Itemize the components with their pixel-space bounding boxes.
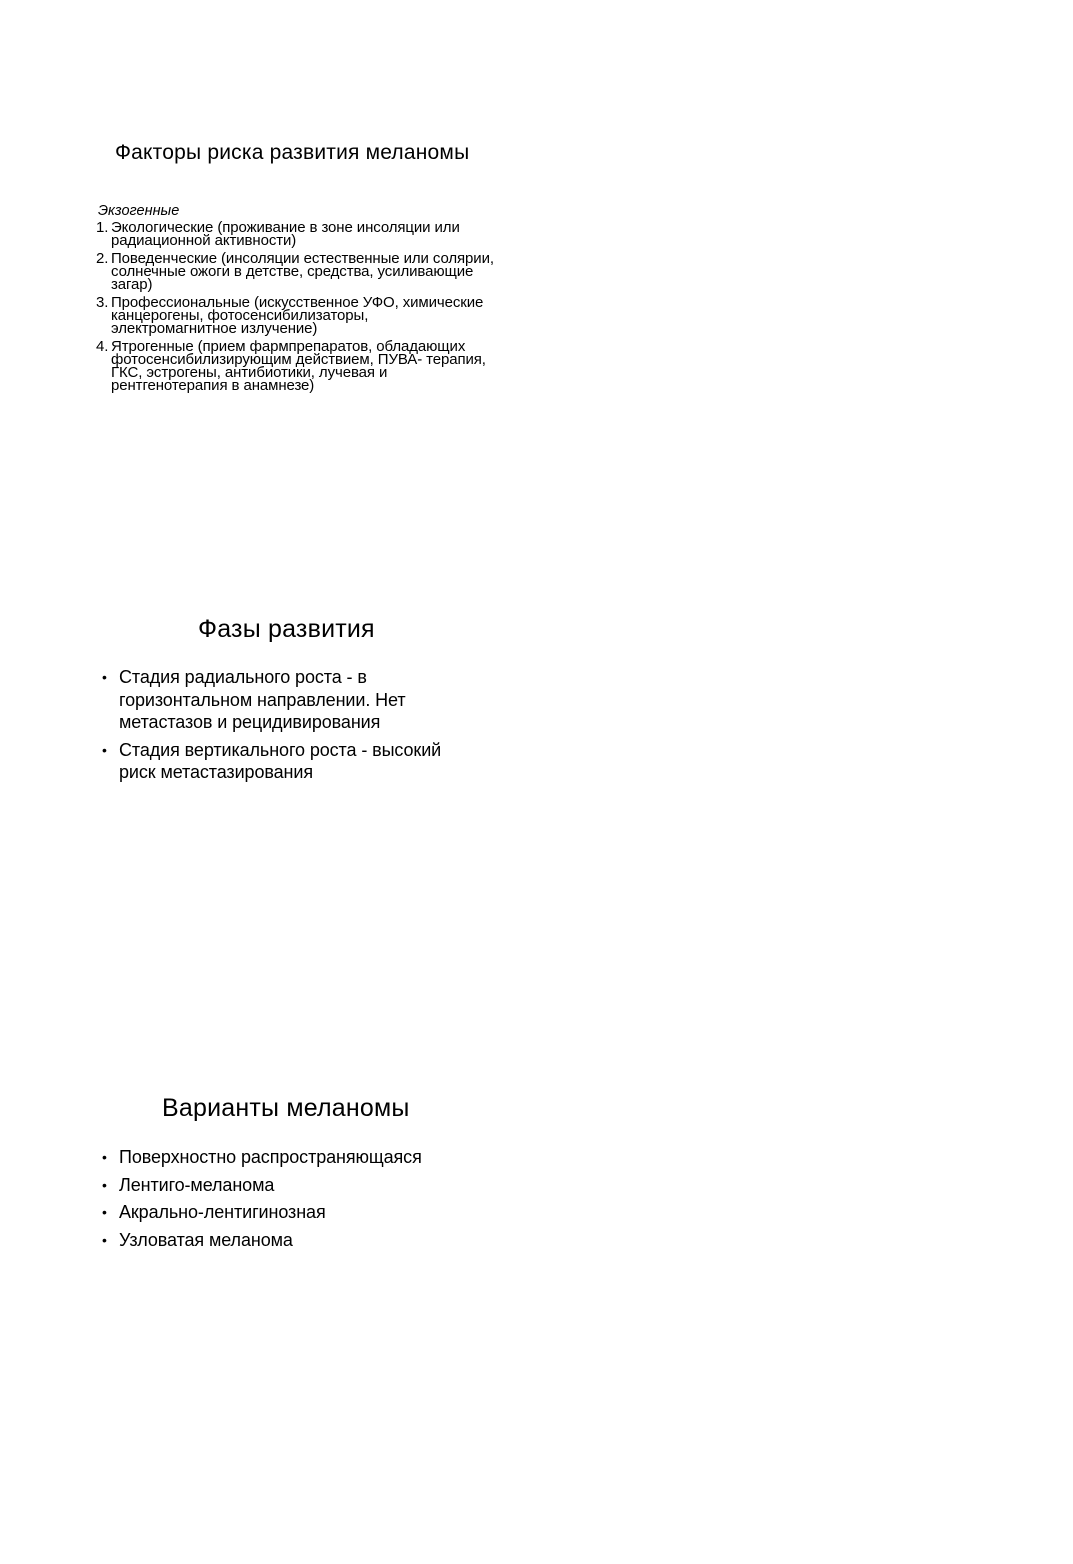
bullet-icon: • [102,741,107,758]
bullet-icon: • [102,1176,107,1193]
melanoma-variants-list [101,1146,521,1256]
risk-item-text: Профессиональные (искусственное УФО, химические канцерогены, фотосенсибилизаторы, электромагнитное излучение) [111,294,484,337]
list-item-text: Акрально-лентигинозная [119,1202,326,1222]
list-item-text: Лентиго-меланома [119,1174,275,1195]
exogenous-subtitle: Экзогенные [98,203,180,219]
list-item-vertical-growth [101,739,481,784]
bullet-icon: • [102,1204,107,1220]
risk-item-text: Ятрогенные (прием фармпрепаратов, обладающих фотосенсибилизирующим действием, ПУВА- терапия, ГКС, эстрогены, антибиотики, лучевая и рентгенотерапия в анамнезе) [111,338,486,394]
list-item-acral [101,1201,521,1224]
risk-item-text: Экологические (проживание в зоне инсоляции или радиационной активности) [111,219,460,249]
bullet-icon: • [102,669,107,685]
risk-item-behavioral [96,252,496,291]
risk-item-professional [96,296,496,335]
risk-item-number: 3. [96,294,109,311]
melanoma-variants-title: Варианты меланомы [162,1094,410,1122]
risk-item-number: 1. [96,219,109,236]
development-phases-title: Фазы развития [198,615,375,643]
risk-factors-title: Факторы риска развития меланомы [115,141,470,164]
list-item-radial-growth [101,666,481,734]
list-item-superficial [101,1146,521,1169]
risk-item-ecological [96,221,496,247]
list-item-lentigo [101,1174,521,1197]
risk-factors-block [96,203,496,397]
risk-item-number: 2. [96,250,109,267]
risk-item-text: Поведенческие (инсоляции естественные или солярии, солнечные ожоги в детстве, средства, усиливающие загар) [111,250,494,293]
risk-factors-list [96,221,496,392]
list-item-text: Стадия радиального роста - в горизонтальном направлении. Нет метастазов и рецидивирования [119,667,406,732]
development-phases-list [101,666,481,789]
bullet-icon: • [102,1231,107,1248]
list-item-text: Стадия вертикального роста - высокий риск метастазирования [119,739,442,782]
risk-item-number: 4. [96,338,109,355]
risk-item-iatrogenic [96,340,496,392]
list-item-nodular [101,1229,521,1252]
list-item-text: Поверхностно распространяющаяся [119,1147,422,1167]
list-item-text: Узловатая меланома [119,1229,293,1250]
bullet-icon: • [102,1149,107,1165]
